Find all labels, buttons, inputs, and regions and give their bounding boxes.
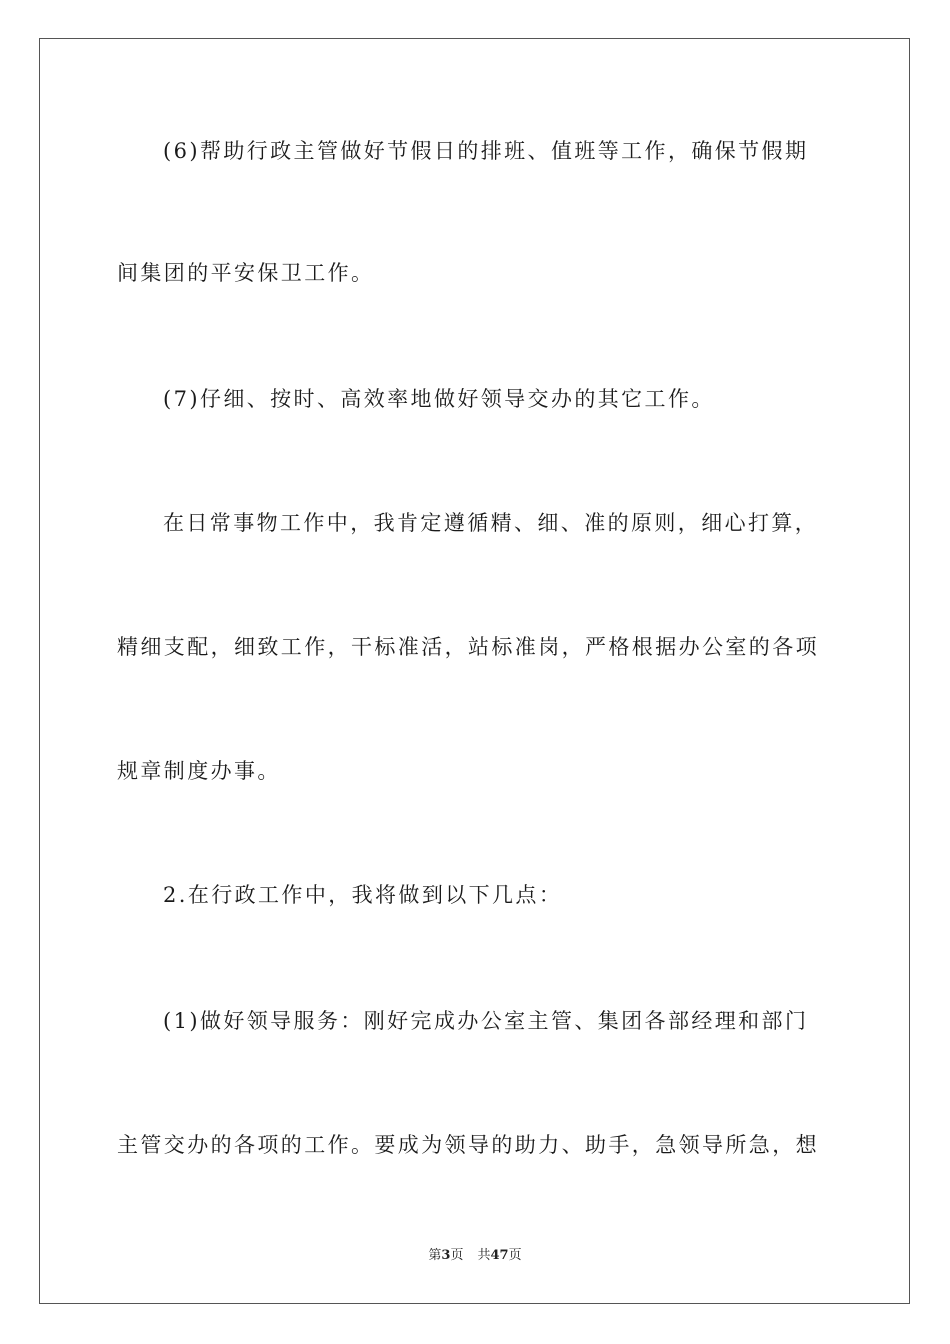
page-footer (0, 1247, 950, 1265)
total-suffix: 页 (508, 1248, 522, 1263)
page-prefix: 第 (428, 1248, 442, 1263)
page-number: 3 (441, 1248, 451, 1263)
total-prefix: 共 (477, 1248, 491, 1263)
paragraph-line: (7)仔细、按时、高效率地做好领导交办的其它工作。 (163, 387, 715, 411)
paragraph-line: 在日常事物工作中，我肯定遵循精、细、准的原则，细心打算， (163, 511, 819, 535)
paragraph-line: 间集团的平安保卫工作。 (117, 261, 375, 285)
paragraph-line: (1)做好领导服务：刚好完成办公室主管、集团各部经理和部门 (163, 1009, 809, 1033)
paragraph-line: 主管交办的各项的工作。要成为领导的助力、助手，急领导所急，想 (117, 1133, 819, 1157)
paragraph-line: 精细支配，细致工作，干标准活，站标准岗，严格根据办公室的各项 (117, 635, 819, 659)
page-suffix: 页 (450, 1248, 464, 1263)
paragraph-line: 2.在行政工作中，我将做到以下几点： (163, 883, 563, 907)
page-border (39, 38, 910, 1304)
paragraph-line: (6)帮助行政主管做好节假日的排班、值班等工作，确保节假期 (163, 139, 809, 163)
total-pages: 47 (490, 1248, 509, 1263)
paragraph-line: 规章制度办事。 (117, 759, 281, 783)
